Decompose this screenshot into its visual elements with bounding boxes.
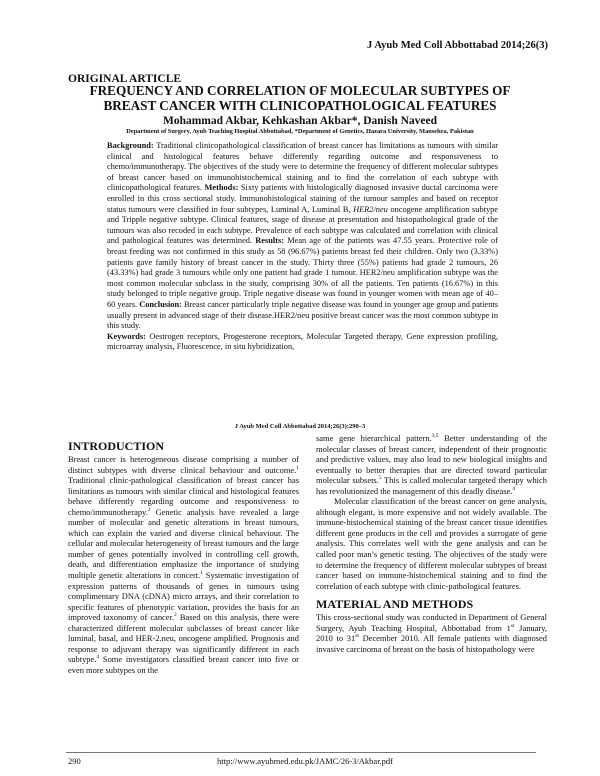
methods-paragraph (316, 612, 547, 654)
intro-text-b: Traditional clinic-pathological classification of breast cancer has limitations as tumours with similar clinical and histological features behave differently regarding outcome and responsiveness to chemo/immunotherapy. (68, 475, 299, 517)
ref-superscript: 2 (174, 612, 177, 619)
methods-text-a: Sixty patients with histologically diagnosed invasive ductal carcinoma were enrolled in this cross sectional study. Immunohistological staining of the tumour samples and based on receptor status tumours were classified in four subtypes, Luminal A, Luminal B, (107, 183, 498, 214)
ref-superscript: 3,5 (431, 433, 439, 440)
authors: Mohammad Akbar, Kehkashan Akbar*, Danish Naveed (162, 115, 438, 127)
results-text: Mean age of the patients was 47.55 years. Protective role of breast feeding was not confirmed in this study as 58 (96.67%) patients breast fed their children. Only two (3.33%) patients gave family history of breast cancer in the study. Thirty three (55%) patients had grade 2 tumours, 26 (43.33%) had grade 3 tumours while only one patient had grade 1 tumour. HER2/neu amplification subtype was the most common molecular subclass in the study, comprising 30% of all the patients. Ten patients (16.67%) in this study belonged to triple negative group. Triple negative disease was found in younger women with mean age of 40–60 years. (107, 236, 499, 309)
title-line-1: FREQUENCY AND CORRELATION OF MOLECULAR SUBTYPES OF (89, 83, 511, 98)
intro-paragraph-2: Molecular classification of the breast cancer on gene analysis, although elegant, is more expensive and not widely available. The immune-histochemical staining of the breast cancer tissue identifies different gene products in the cell and provides a surrogate of gene analysis. This correlates well with the gene analysis and can be called poor man’s genetic testing. The objectives of the study were to determine the frequency of different molecular subtypes of breast cancer based on immune-histochemical staining and to find the correlation of each subtype with clinic-pathological features. (316, 496, 547, 591)
intro-cont-text-a: same gene hierarchical pattern. (316, 433, 432, 443)
intro-text-a: Breast cancer is heterogeneous disease comprising a number of distinct subtypes with diverse clinical behaviour and outcome. (68, 454, 299, 475)
methods-label: Methods: (204, 183, 239, 193)
ordinal-superscript: st (355, 633, 359, 640)
methods-her2: HER2/neu (353, 204, 388, 214)
intro-text-d: Systematic investigation of expression patterns of thousands of genes in tumours using complimentary DNA (cDNA) micro arrays, and their correlation to specific features of phenotypic variation, provides the basis for an improved taxonomy of cancer. (68, 570, 299, 623)
methods-text-b: January, 2010 to 31 (316, 622, 547, 644)
title-line-2: BREAST CANCER WITH CLINICOPATHOLOGICAL FEATURES (103, 98, 497, 113)
ref-superscript: 2 (147, 506, 151, 513)
ref-superscript: 4 (512, 485, 516, 492)
background-text: Traditional clinicopathological classification of breast cancer has limitations as tumours with similar clinical and histological features behave differently regarding outcome and responsiveness to chemo/immunotherapy. The objectives of the study were to determine the frequency of different molecular subtypes of breast cancer based on immunohistochemical staining and to find the correlation of each subtype with clinicopathological features. (107, 141, 498, 193)
article-title (60, 83, 540, 113)
affiliation: Department of Surgery, Ayub Teaching Hospital Abbottabad, *Department of Genetics, Hazara University, Mansehra, Pakistan (126, 128, 474, 135)
abstract (107, 141, 498, 353)
abstract-body (107, 141, 498, 332)
intro-text-c: Genetic analysis have revealed a large number of molecular and genetic alterations in breast tumours, which can explain the varied and diverse clinical behaviour. The cellular and molecular heterogeneity of breast tumours and the large number of genes potentially involved in controlling cell growth, death, and differentiation emphasize the importance of studying multiple genetic alterations in concert. (68, 506, 299, 581)
methods-text-b: oncogene amplification subtype and Tripple negative subtype. Clinical features, stage of disease at presentation and histopathological grade of the tumours was also recoded in each subtype. Prevalence of each subtype was calculated and correlation with clinical and pathological features was determined. (107, 204, 498, 246)
intro-text-f: Some investigators classified breast cancer into five or even more subtypes on the (68, 654, 299, 675)
introduction-heading: INTRODUCTION (68, 439, 165, 453)
ref-superscript: 1 (296, 464, 299, 471)
methods-heading: MATERIAL AND METHODS (316, 597, 474, 612)
ordinal-superscript: st (510, 622, 515, 629)
conclusion-label: Conclusion: (139, 299, 182, 309)
ref-superscript: 4 (96, 654, 100, 661)
right-column (316, 433, 547, 654)
intro-paragraph-1-cont (316, 433, 547, 496)
conclusion-text: Breast cancer particularly triple negative disease was found in younger age group and patients usually present in advanced stage of their disease.HER2/neu positive breast cancer was the most common subtype in this study. (107, 299, 498, 331)
intro-paragraph-1 (68, 454, 299, 675)
background-label: Background: (107, 141, 154, 150)
footer-divider (66, 752, 536, 753)
intro-cont-text-b: Better understanding of the molecular classes of breast cancer, independent of their prognostic and predictive values, may also lead to new biological insights and eventually to better therapies that are directed toward particular molecular subsets. (316, 433, 547, 486)
article-type: ORIGINAL ARTICLE (68, 73, 182, 85)
methods-text-a: This cross-sectional study was conducted in Department of General Surgery, Ayub Teaching Hospital, Abbottabad from 1 (316, 612, 547, 633)
ref-superscript: 1 (200, 570, 203, 577)
results-label: Results: (255, 236, 285, 246)
intro-cont-text-c: This is called molecular targeted therapy which has revolutionized the management of this deadly disease. (316, 475, 547, 496)
citation: J Ayub Med Coll Abbottabad 2014;26(3):290–3 (234, 423, 366, 430)
keywords-label: Keywords: (107, 331, 146, 341)
page-number: 290 (68, 756, 81, 766)
methods-text-c: December 2010. All female patients with diagnosed invasive carcinoma of breast on the basis of histopathology were (316, 633, 547, 654)
intro-text-e: Based on this analysis, there were characterized different molecular subclasses of breast cancer like luminal, basal, and HER-2.neu, oncogene amplified. Prognosis and response to adjuvant therapy was significantly different in each subtype. (68, 612, 300, 665)
footer-url[interactable]: http://www.ayubmed.edu.pk/JAMC/26-3/Akbar.pdf (216, 756, 394, 766)
left-column (68, 433, 299, 675)
ref-superscript: 5 (378, 475, 382, 482)
keywords (107, 332, 498, 353)
journal-header: J Ayub Med Coll Abbottabad 2014;26(3) (367, 40, 548, 51)
keywords-text: Oestrogen receptors, Progesterone receptors, Molecular Targeted therapy, Gene expression profiling, microarray analysis, Fluorescence, in situ hybridization, (107, 331, 498, 352)
